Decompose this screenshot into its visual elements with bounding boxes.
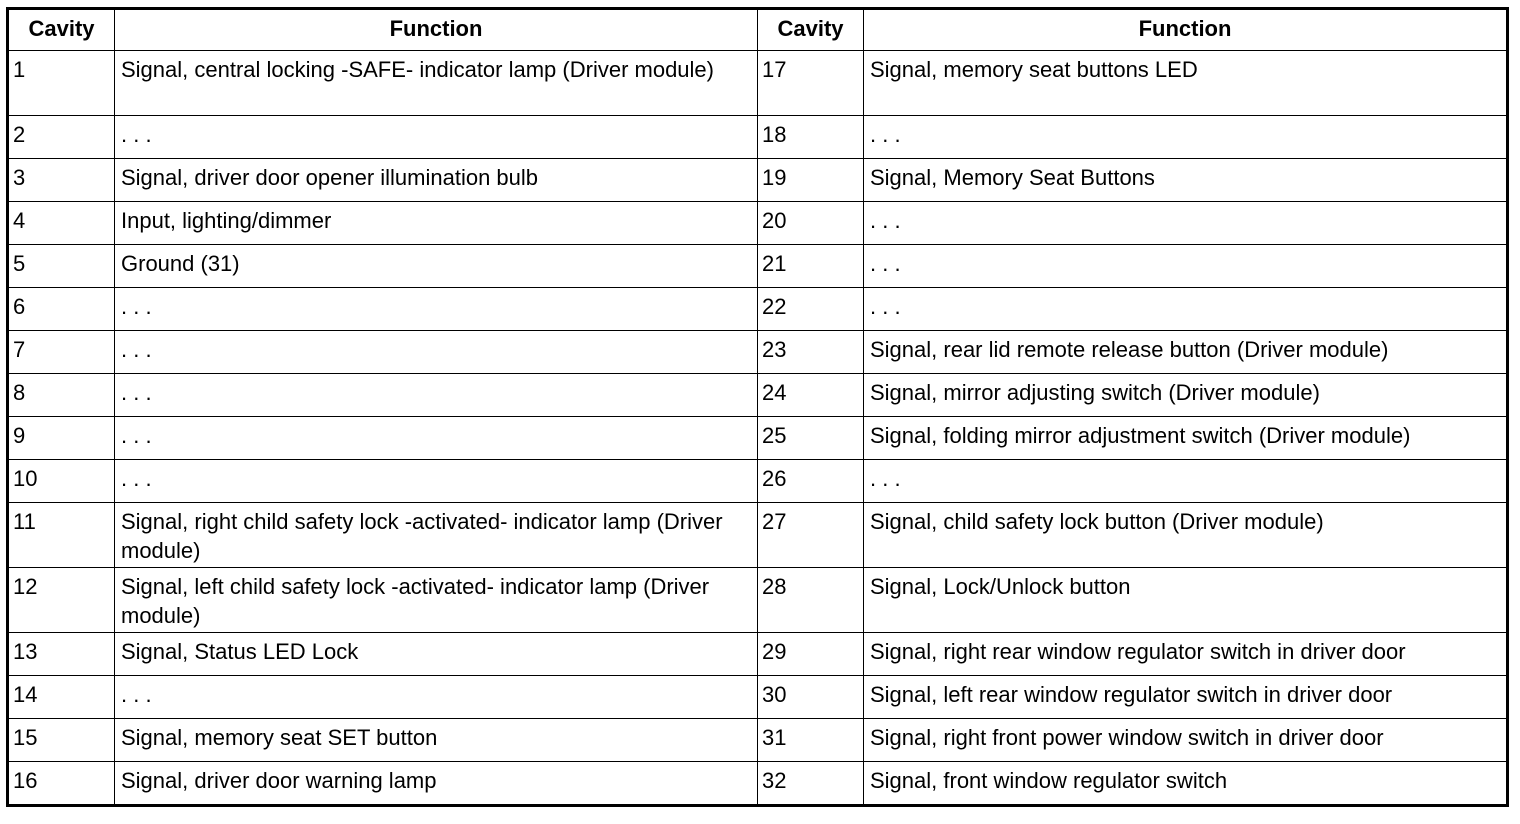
- table-row: [8, 288, 1508, 331]
- header-cavity-right: Cavity: [758, 9, 864, 51]
- cavity-cell: 18: [758, 116, 864, 159]
- cavity-cell: 9: [8, 417, 115, 460]
- function-cell: Signal, driver door opener illumination bulb: [115, 159, 758, 202]
- table-row: [8, 331, 1508, 374]
- cavity-function-table: [6, 7, 1509, 807]
- table-row: [8, 159, 1508, 202]
- cavity-cell: 2: [8, 116, 115, 159]
- header-cavity-left: Cavity: [8, 9, 115, 51]
- table-row: [8, 417, 1508, 460]
- cavity-cell: 22: [758, 288, 864, 331]
- cavity-cell: 25: [758, 417, 864, 460]
- table-row: [8, 51, 1508, 116]
- table-row: [8, 374, 1508, 417]
- function-cell: Signal, Memory Seat Buttons: [864, 159, 1508, 202]
- cavity-cell: 1: [8, 51, 115, 116]
- table-row: [8, 676, 1508, 719]
- function-cell: . . .: [115, 374, 758, 417]
- function-cell: Signal, right front power window switch in driver door: [864, 719, 1508, 762]
- function-cell: Signal, left child safety lock -activated- indicator lamp (Driver module): [115, 568, 758, 633]
- table-row: [8, 762, 1508, 806]
- cavity-cell: 4: [8, 202, 115, 245]
- function-cell: Signal, front window regulator switch: [864, 762, 1508, 806]
- table-row: [8, 202, 1508, 245]
- cavity-cell: 3: [8, 159, 115, 202]
- cavity-cell: 32: [758, 762, 864, 806]
- cavity-cell: 21: [758, 245, 864, 288]
- cavity-cell: 13: [8, 633, 115, 676]
- function-cell: . . .: [864, 245, 1508, 288]
- function-cell: Signal, right child safety lock -activated- indicator lamp (Driver module): [115, 503, 758, 568]
- function-cell: Ground (31): [115, 245, 758, 288]
- table-body: [8, 51, 1508, 806]
- cavity-cell: 23: [758, 331, 864, 374]
- table-row: [8, 116, 1508, 159]
- cavity-cell: 6: [8, 288, 115, 331]
- function-cell: Signal, Lock/Unlock button: [864, 568, 1508, 633]
- cavity-cell: 28: [758, 568, 864, 633]
- function-cell: Signal, memory seat buttons LED: [864, 51, 1508, 116]
- function-cell: Input, lighting/dimmer: [115, 202, 758, 245]
- function-cell: Signal, folding mirror adjustment switch (Driver module): [864, 417, 1508, 460]
- function-cell: Signal, left rear window regulator switch in driver door: [864, 676, 1508, 719]
- function-cell: . . .: [115, 417, 758, 460]
- cavity-cell: 29: [758, 633, 864, 676]
- function-cell: Signal, child safety lock button (Driver module): [864, 503, 1508, 568]
- table-row: [8, 503, 1508, 568]
- function-cell: Signal, mirror adjusting switch (Driver module): [864, 374, 1508, 417]
- function-cell: . . .: [115, 116, 758, 159]
- table-row: [8, 460, 1508, 503]
- cavity-cell: 31: [758, 719, 864, 762]
- function-cell: . . .: [864, 288, 1508, 331]
- cavity-cell: 17: [758, 51, 864, 116]
- table-row: [8, 633, 1508, 676]
- function-cell: . . .: [115, 288, 758, 331]
- cavity-cell: 14: [8, 676, 115, 719]
- cavity-cell: 5: [8, 245, 115, 288]
- header-function-left: Function: [115, 9, 758, 51]
- function-cell: Signal, central locking -SAFE- indicator lamp (Driver module): [115, 51, 758, 116]
- cavity-cell: 16: [8, 762, 115, 806]
- function-cell: . . .: [864, 116, 1508, 159]
- cavity-cell: 30: [758, 676, 864, 719]
- cavity-cell: 19: [758, 159, 864, 202]
- cavity-cell: 15: [8, 719, 115, 762]
- function-cell: Signal, rear lid remote release button (Driver module): [864, 331, 1508, 374]
- table-row: [8, 245, 1508, 288]
- function-cell: . . .: [864, 460, 1508, 503]
- function-cell: . . .: [115, 331, 758, 374]
- cavity-cell: 20: [758, 202, 864, 245]
- function-cell: Signal, Status LED Lock: [115, 633, 758, 676]
- cavity-cell: 10: [8, 460, 115, 503]
- cavity-cell: 12: [8, 568, 115, 633]
- cavity-cell: 8: [8, 374, 115, 417]
- cavity-cell: 26: [758, 460, 864, 503]
- cavity-cell: 11: [8, 503, 115, 568]
- function-cell: . . .: [115, 676, 758, 719]
- function-cell: Signal, driver door warning lamp: [115, 762, 758, 806]
- cavity-cell: 24: [758, 374, 864, 417]
- function-cell: Signal, memory seat SET button: [115, 719, 758, 762]
- function-cell: . . .: [864, 202, 1508, 245]
- table-row: [8, 719, 1508, 762]
- cavity-cell: 7: [8, 331, 115, 374]
- table-header-row: [8, 9, 1508, 51]
- cavity-cell: 27: [758, 503, 864, 568]
- table-row: [8, 568, 1508, 633]
- function-cell: Signal, right rear window regulator switch in driver door: [864, 633, 1508, 676]
- function-cell: . . .: [115, 460, 758, 503]
- header-function-right: Function: [864, 9, 1508, 51]
